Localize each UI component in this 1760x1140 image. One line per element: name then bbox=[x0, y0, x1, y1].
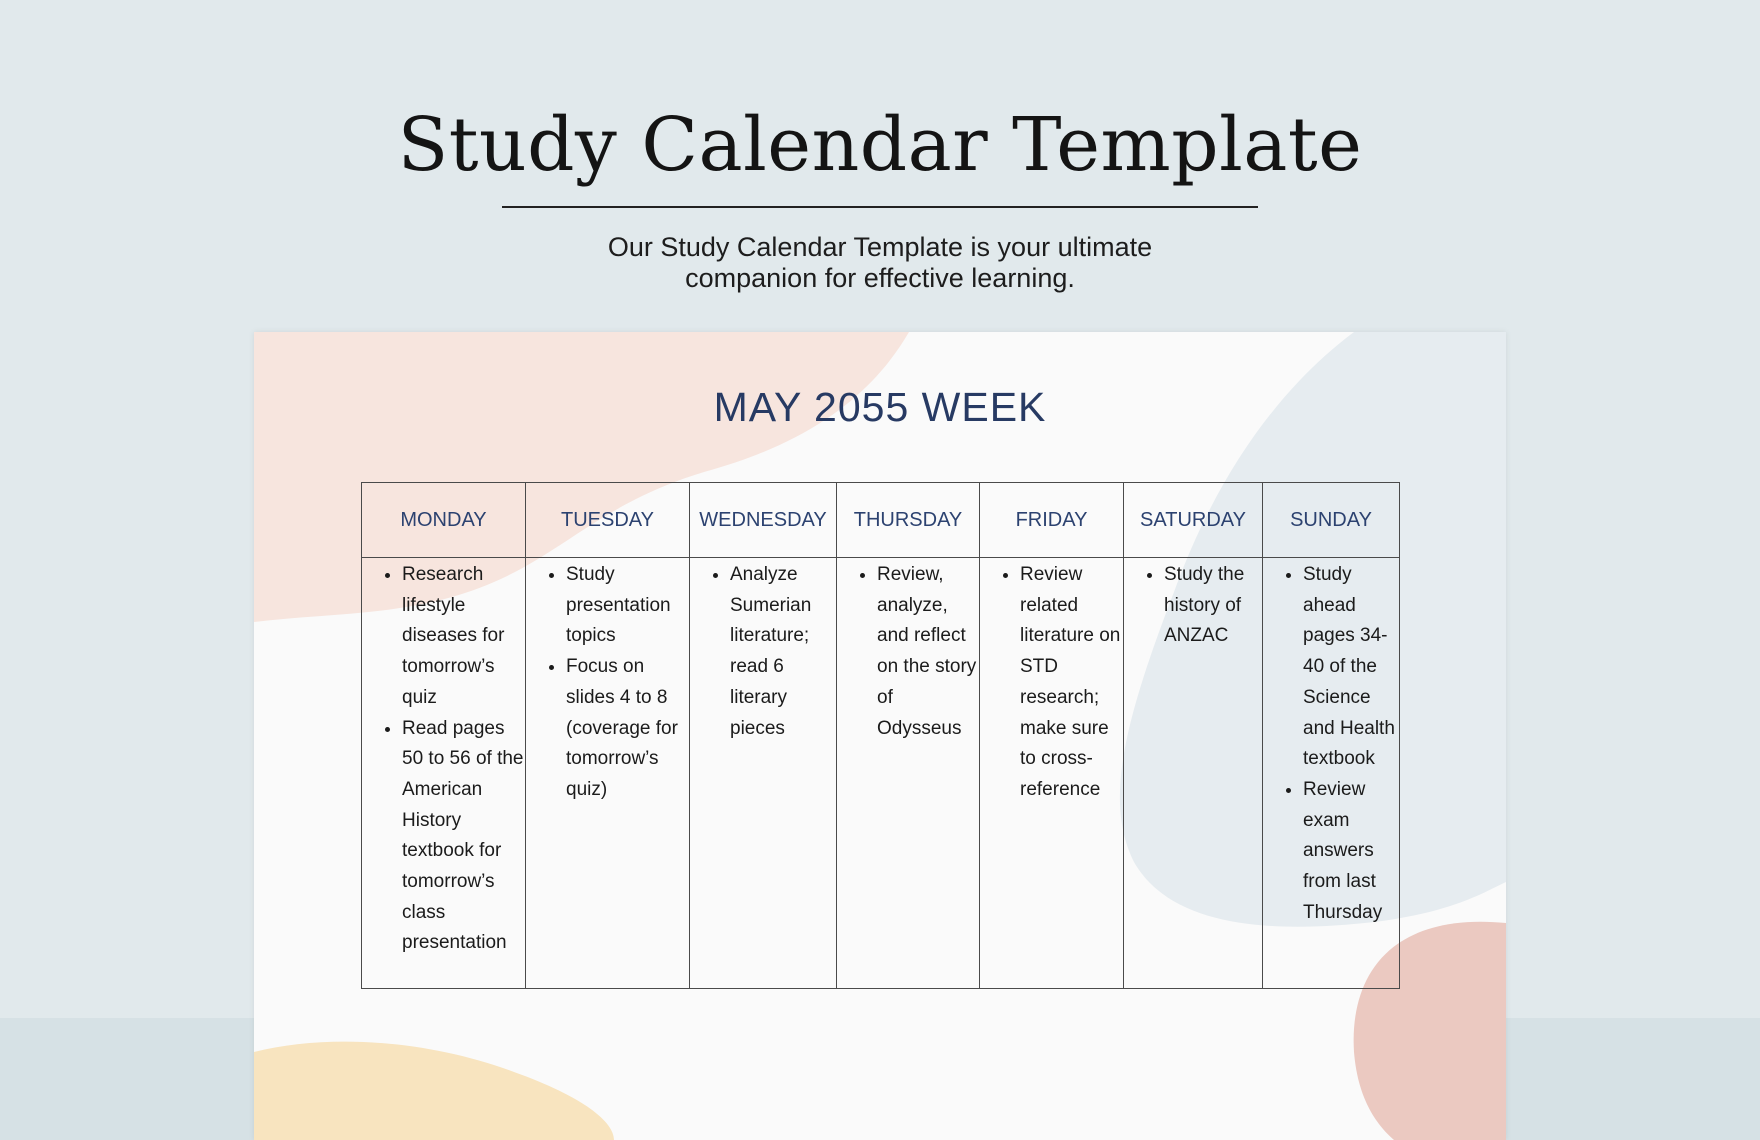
task-list-thursday bbox=[837, 560, 979, 744]
day-header-tuesday: TUESDAY bbox=[526, 483, 690, 558]
tasks-row bbox=[362, 558, 1400, 989]
day-header-wednesday: WEDNESDAY bbox=[690, 483, 837, 558]
task-item: • Study ahead pages 34-40 of the Science and Health textbook bbox=[1303, 560, 1399, 775]
day-header-sunday: SUNDAY bbox=[1263, 483, 1400, 558]
task-item: • Analyze Sumerian literature; read 6 literary pieces bbox=[730, 560, 836, 744]
task-item: • Research lifestyle diseases for tomorrow’s quiz bbox=[402, 560, 525, 714]
day-header-friday: FRIDAY bbox=[980, 483, 1124, 558]
day-header-saturday: SATURDAY bbox=[1124, 483, 1263, 558]
page-header bbox=[0, 90, 1760, 294]
task-list-tuesday bbox=[526, 560, 689, 806]
task-item: • Review related literature on STD research; make sure to cross-reference bbox=[1020, 560, 1123, 806]
day-cell-friday bbox=[980, 558, 1124, 989]
task-item: • Review, analyze, and reflect on the story of Odysseus bbox=[877, 560, 979, 744]
page-subtitle: Our Study Calendar Template is your ultimate companion for effective learning. bbox=[607, 232, 1153, 293]
task-item: • Focus on slides 4 to 8 (coverage for tomorrow’s quiz) bbox=[566, 652, 689, 806]
task-list-friday bbox=[980, 560, 1123, 806]
day-header-monday: MONDAY bbox=[362, 483, 526, 558]
page-title: Study Calendar Template bbox=[397, 102, 1363, 188]
task-item: • Study presentation topics bbox=[566, 560, 689, 652]
day-cell-wednesday bbox=[690, 558, 837, 989]
day-cell-saturday bbox=[1124, 558, 1263, 989]
day-header-row bbox=[362, 483, 1400, 558]
week-title: MAY 2055 WEEK bbox=[713, 384, 1047, 430]
task-list-wednesday bbox=[690, 560, 836, 744]
task-item: • Read pages 50 to 56 of the American History textbook for tomorrow’s class presentation bbox=[402, 714, 525, 960]
day-cell-tuesday bbox=[526, 558, 690, 989]
task-list-saturday bbox=[1124, 560, 1262, 652]
day-cell-thursday bbox=[837, 558, 980, 989]
calendar-sheet bbox=[254, 332, 1506, 1140]
week-calendar-table bbox=[361, 482, 1400, 989]
day-cell-monday bbox=[362, 558, 526, 989]
task-list-sunday bbox=[1263, 560, 1399, 928]
task-list-monday bbox=[362, 560, 525, 959]
title-underline bbox=[502, 206, 1258, 208]
day-header-thursday: THURSDAY bbox=[837, 483, 980, 558]
task-item: • Study the history of ANZAC bbox=[1164, 560, 1262, 652]
yellow-blob bbox=[254, 1042, 614, 1140]
day-cell-sunday bbox=[1263, 558, 1400, 989]
task-item: • Review exam answers from last Thursday bbox=[1303, 775, 1399, 929]
